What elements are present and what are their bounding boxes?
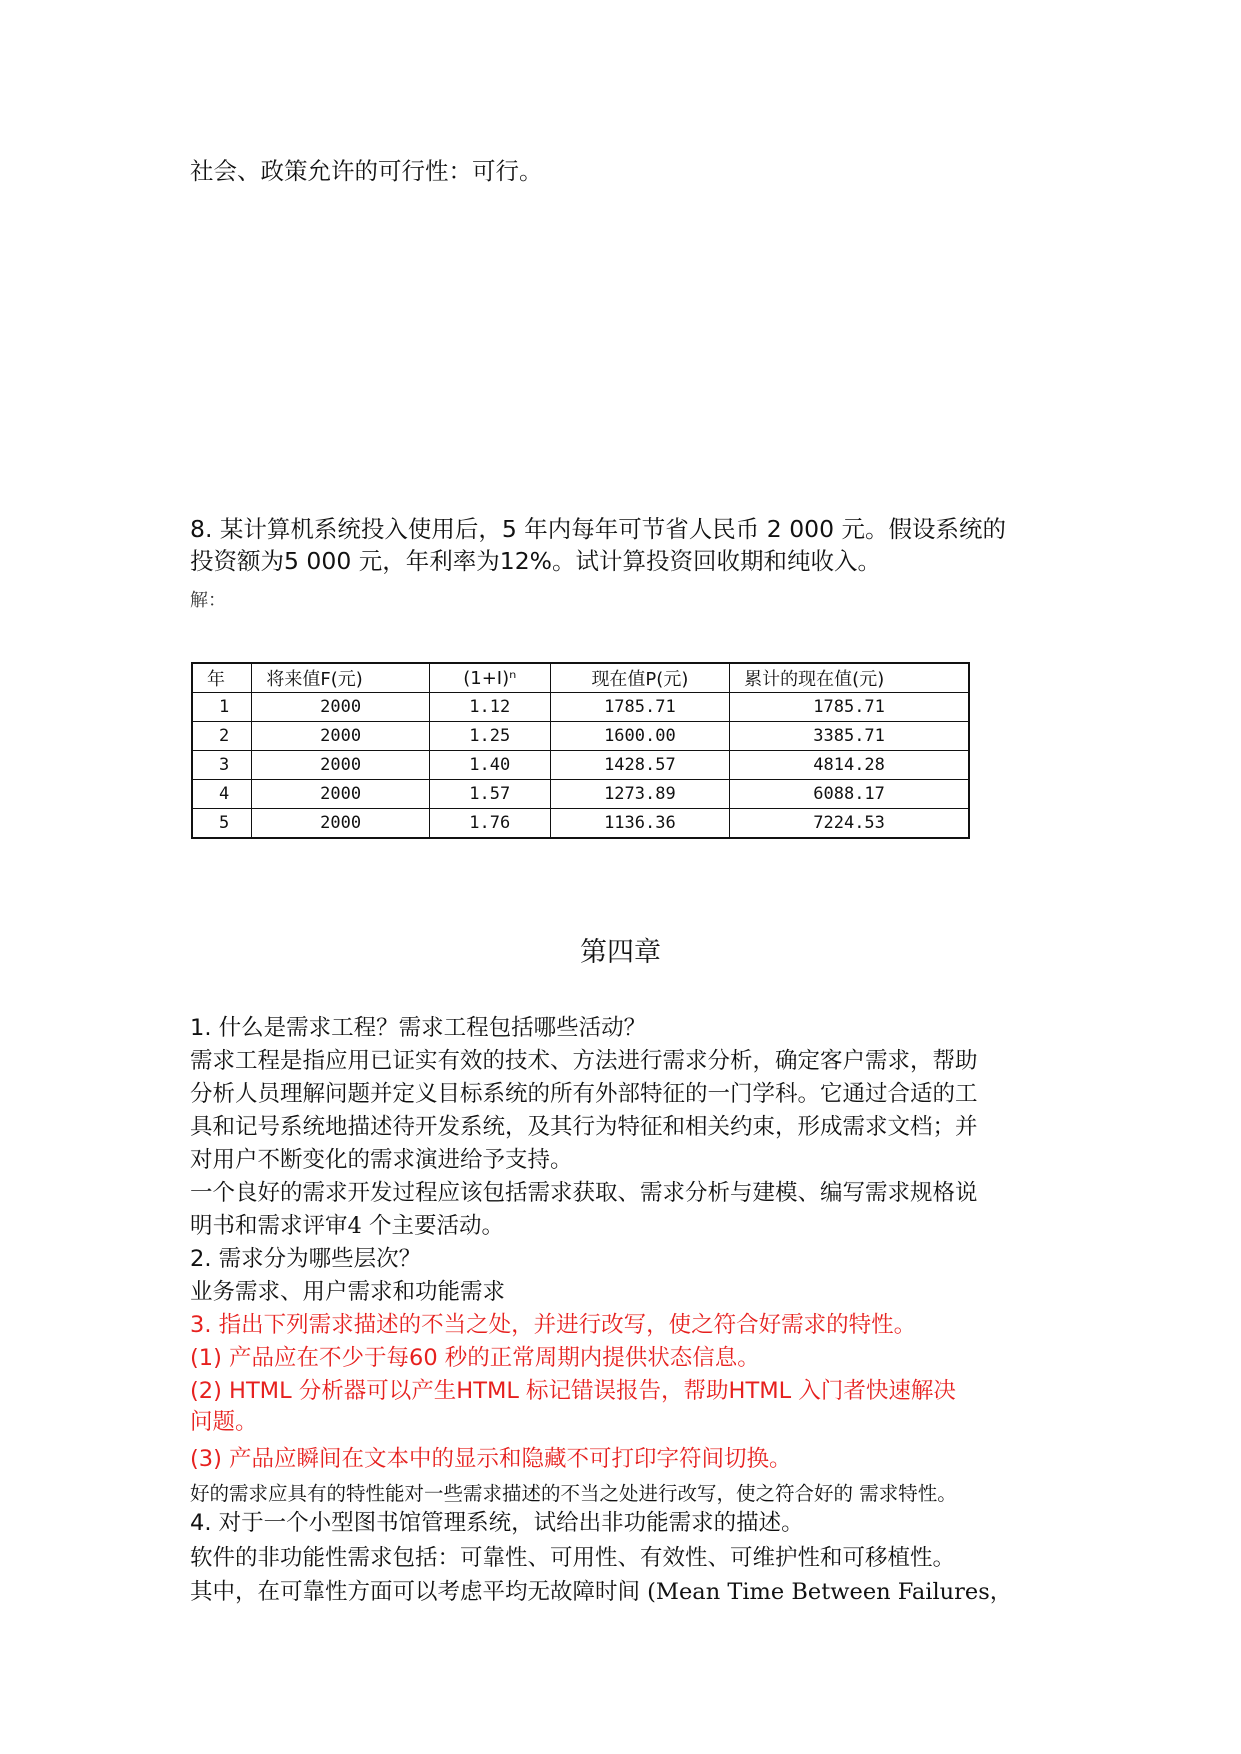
- cell-discount-factor: 1.25: [429, 722, 550, 751]
- table-row: [192, 809, 969, 839]
- answer-4-line-1: 软件的非功能性需求包括：可靠性、可用性、有效性、可维护性和可移植性。: [190, 1545, 956, 1571]
- cell-discount-factor: 1.12: [429, 693, 550, 722]
- answer-1-line-3: 具和记号系统地描述待开发系统，及其行为特征和相关约束，形成需求文档；并: [190, 1114, 978, 1140]
- header-future-value: 将来值F(元): [252, 663, 430, 693]
- cell-year: 3: [192, 751, 252, 780]
- cell-present-value: 1600.00: [550, 722, 730, 751]
- cell-future-value: 2000: [252, 693, 430, 722]
- cell-present-value: 1785.71: [550, 693, 730, 722]
- chapter-title: 第四章: [580, 937, 661, 968]
- solution-label: 解：: [190, 590, 226, 611]
- question-3-item-1: (1) 产品应在不少于每60 秒的正常周期内提供状态信息。: [190, 1345, 760, 1371]
- cell-year: 1: [192, 693, 252, 722]
- cell-year: 4: [192, 780, 252, 809]
- cell-cumulative-value: 1785.71: [730, 693, 969, 722]
- cell-cumulative-value: 3385.71: [730, 722, 969, 751]
- header-present-value: 现在值P(元): [550, 663, 730, 693]
- feasibility-conclusion: 社会、政策允许的可行性：可行。: [190, 157, 543, 185]
- question-1: 1. 什么是需求工程？需求工程包括哪些活动？: [190, 1015, 647, 1041]
- header-discount-factor: (1+I)ⁿ: [429, 663, 550, 693]
- table-row: [192, 751, 969, 780]
- question-3-item-2-line-1: (2) HTML 分析器可以产生HTML 标记错误报告，帮助HTML 入门者快速解决: [190, 1378, 956, 1404]
- cell-future-value: 2000: [252, 809, 430, 839]
- header-year: 年: [192, 663, 252, 693]
- answer-1-line-6: 明书和需求评审4 个主要活动。: [190, 1213, 504, 1239]
- question-4: 4. 对于一个小型图书馆管理系统，试给出非功能需求的描述。: [190, 1510, 804, 1536]
- cell-cumulative-value: 7224.53: [730, 809, 969, 839]
- header-cumulative-present-value: 累计的现在值(元): [730, 663, 969, 693]
- table-row: [192, 693, 969, 722]
- cell-present-value: 1428.57: [550, 751, 730, 780]
- answer-1-line-5: 一个良好的需求开发过程应该包括需求获取、需求分析与建模、编写需求规格说: [190, 1180, 978, 1206]
- cell-future-value: 2000: [252, 780, 430, 809]
- cell-year: 5: [192, 809, 252, 839]
- question-3-item-3: (3) 产品应瞬间在文本中的显示和隐藏不可打印字符间切换。: [190, 1446, 792, 1472]
- cell-discount-factor: 1.57: [429, 780, 550, 809]
- question-3: 3. 指出下列需求描述的不当之处，并进行改写，使之符合好需求的特性。: [190, 1312, 917, 1338]
- cell-discount-factor: 1.76: [429, 809, 550, 839]
- table-row: [192, 780, 969, 809]
- question-3-item-2-line-2: 问题。: [190, 1409, 258, 1435]
- question-8-line-2: 投资额为5 000 元，年利率为12%。试计算投资回收期和纯收入。: [190, 547, 881, 575]
- answer-1-line-4: 对用户不断变化的需求演进给予支持。: [190, 1147, 573, 1173]
- cell-discount-factor: 1.40: [429, 751, 550, 780]
- answer-4-line-2: 其中，在可靠性方面可以考虑平均无故障时间 (Mean Time Between Failures，: [190, 1579, 1013, 1605]
- table-header-row: [192, 663, 969, 693]
- cell-cumulative-value: 4814.28: [730, 751, 969, 780]
- cell-present-value: 1136.36: [550, 809, 730, 839]
- answer-2: 业务需求、用户需求和功能需求: [190, 1279, 506, 1305]
- answer-1-line-2: 分析人员理解问题并定义目标系统的所有外部特征的一门学科。它通过合适的工: [190, 1081, 978, 1107]
- table-row: [192, 722, 969, 751]
- cell-present-value: 1273.89: [550, 780, 730, 809]
- question-2: 2. 需求分为哪些层次？: [190, 1246, 422, 1272]
- cell-future-value: 2000: [252, 751, 430, 780]
- present-value-table: [191, 662, 970, 839]
- question-8-line-1: 8. 某计算机系统投入使用后，5 年内每年可节省人民币 2 000 元。假设系统的: [190, 515, 1007, 543]
- answer-3: 好的需求应具有的特性能对一些需求描述的不当之处进行改写，使之符合好的 需求特性。: [190, 1482, 957, 1505]
- cell-year: 2: [192, 722, 252, 751]
- cell-cumulative-value: 6088.17: [730, 780, 969, 809]
- answer-1-line-1: 需求工程是指应用已证实有效的技术、方法进行需求分析，确定客户需求，帮助: [190, 1048, 978, 1074]
- cell-future-value: 2000: [252, 722, 430, 751]
